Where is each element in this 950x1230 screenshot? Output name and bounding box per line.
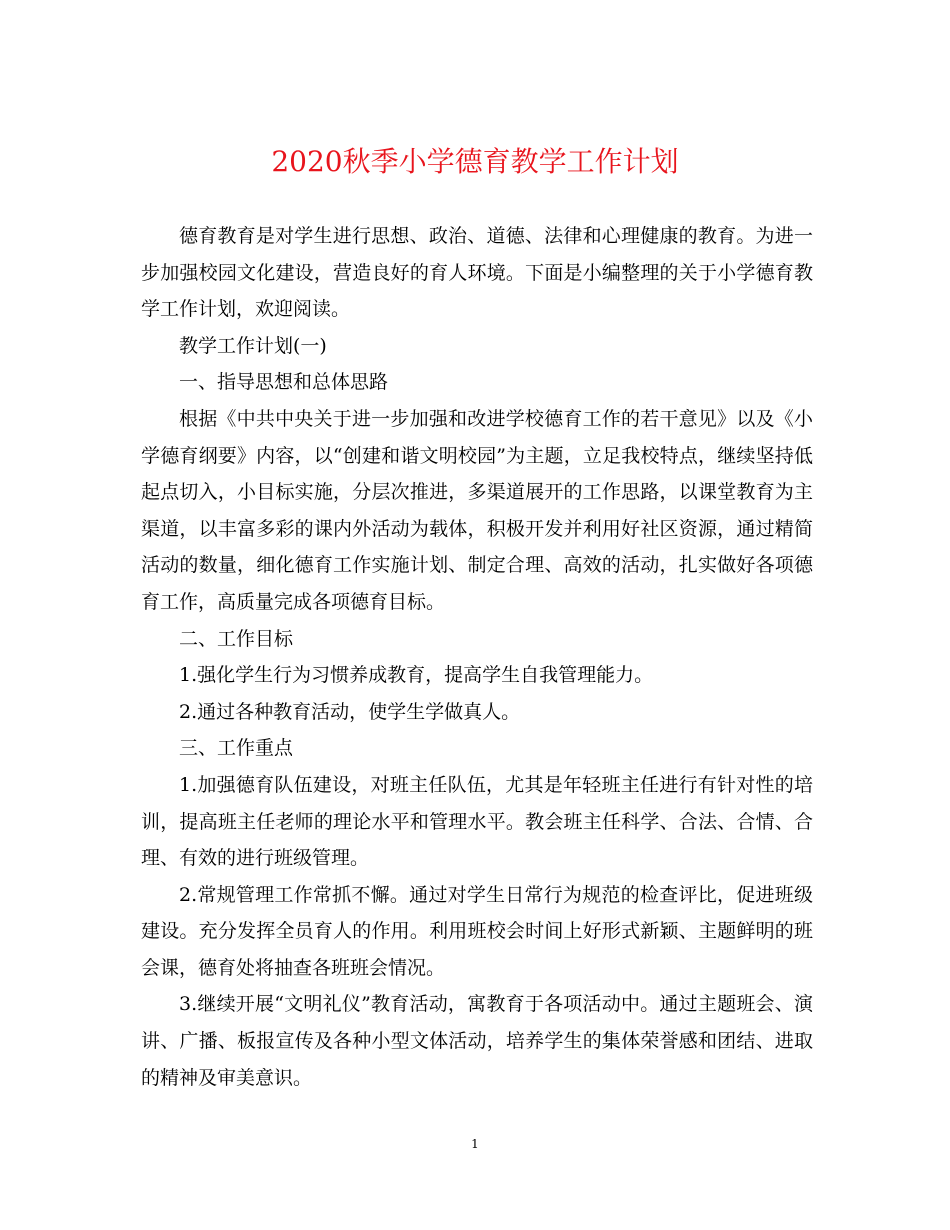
goal-item: 2.通过各种教育活动，使学生学做真人。 (179, 700, 521, 723)
focus-item: 3.继续开展“文明礼仪”教育活动，寓教育于各项活动中。通过主题班会、演讲、广播、板报宣传及各种小型文体活动，培养学生的集体荣誉感和团结、进取的精神及审美意识。 (141, 993, 813, 1089)
section-heading-guiding-ideas: 一、指导思想和总体思路 (179, 371, 389, 394)
intro-paragraph: 德育教育是对学生进行思想、政治、道德、法律和心理健康的教育。为进一步加强校园文化建设，营造良好的育人环境。下面是小编整理的关于小学德育教学工作计划，欢迎阅读。 (141, 225, 813, 321)
guiding-ideas-paragraph: 根据《中共中央关于进一步加强和改进学校德育工作的若干意见》以及《小学德育纲要》内容，以“创建和谐文明校园”为主题，立足我校特点，继续坚持低起点切入，小目标实施，分层次推进，多渠道展开的工作思路，以课堂教育为主渠道，以丰富多彩的课内外活动为载体，积极开发并利用好社区资源，通过精简活动的数量，细化德育工作实施计划、制定合理、高效的活动，扎实做好各项德育工作，高质量完成各项德育目标。 (141, 407, 813, 613)
goal-item: 1.强化学生行为习惯养成教育，提高学生自我管理能力。 (179, 664, 654, 687)
section-heading-goals: 二、工作目标 (179, 627, 294, 650)
document-title: 2020秋季小学德育教学工作计划 (271, 145, 679, 178)
focus-item: 1.加强德育队伍建设，对班主任队伍，尤其是年轻班主任进行有针对性的培训，提高班主任老师的理论水平和管理水平。教会班主任科学、合法、合情、合理、有效的进行班级管理。 (141, 773, 813, 870)
focus-item: 2.常规管理工作常抓不懈。通过对学生日常行为规范的检查评比，促进班级建设。充分发挥全员育人的作用。利用班校会时间上好形式新颖、主题鲜明的班会课，德育处将抽查各班班会情况。 (141, 883, 813, 979)
section-heading-focus: 三、工作重点 (179, 737, 294, 760)
plan-heading: 教学工作计划(一) (179, 334, 327, 357)
document-body (141, 218, 813, 1096)
page-number: 1 (471, 1137, 479, 1151)
